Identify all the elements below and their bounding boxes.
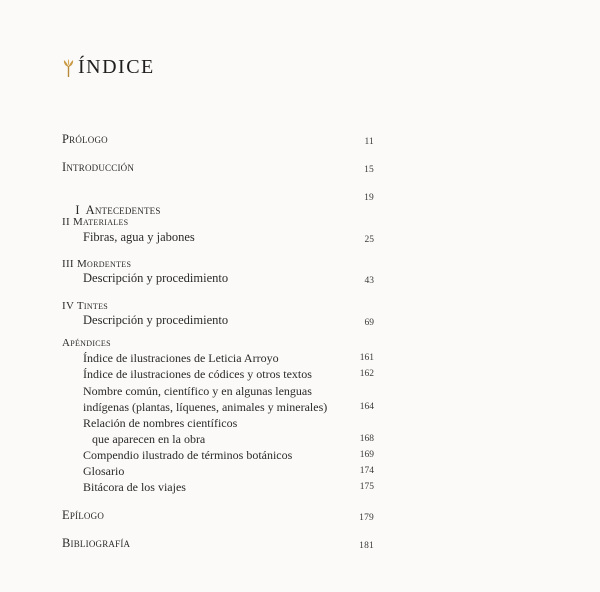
toc-entry-ilustraciones-arroyo (62, 351, 374, 366)
toc-entry-label: Índice de ilustraciones de Leticia Arroyo (83, 351, 279, 365)
toc-entry-ilustraciones-codices (62, 367, 374, 382)
toc-entry-page: 11 (364, 137, 374, 147)
toc-entry-page: 164 (359, 402, 374, 412)
toc-entry-page: 25 (364, 235, 374, 245)
toc-entry-page: 168 (359, 434, 374, 444)
toc-entry-label: Introducción (62, 160, 135, 174)
toc-entry-label: Glosario (83, 464, 125, 478)
toc-entry-page: 161 (359, 353, 374, 363)
toc-entry-label: I Antecedentes (75, 203, 161, 217)
toc-section-label: II Materiales (62, 216, 129, 228)
toc-entry-compendio (62, 448, 374, 463)
toc-entry-label: Epílogo (62, 508, 105, 522)
toc-section-label: III Mordentes (62, 258, 132, 270)
toc-entry-relacion-nombres (62, 416, 374, 431)
toc-section-label: Apéndices (62, 337, 111, 349)
toc-entry-page: 169 (359, 450, 374, 460)
toc-entry-label: Bitácora de los viajes (83, 480, 186, 494)
toc-entry-label: Prólogo (62, 132, 108, 146)
toc-entry-label: Relación de nombres científicos (83, 416, 238, 430)
toc-entry-fibras (62, 230, 374, 245)
toc-entry-page: 15 (364, 165, 374, 175)
toc-section-apendices (62, 336, 374, 351)
toc-entry-bibliografia (62, 536, 374, 551)
toc-entry-label: que aparecen en la obra (92, 432, 206, 446)
toc-entry-nombre-comun (62, 384, 374, 399)
toc-entry-descripcion-tintes (62, 313, 374, 328)
toc-section-mordentes (62, 257, 374, 272)
toc-entry-label: Descripción y procedimiento (83, 271, 229, 285)
toc-entry-label: Fibras, agua y jabones (83, 230, 195, 244)
toc-entry-label: indígenas (plantas, líquenes, animales y minerales) (83, 400, 328, 414)
toc-entry-prologo (62, 132, 374, 147)
toc-entry-page: 162 (359, 369, 374, 379)
page-title: ÍNDICE (78, 56, 155, 78)
toc-entry-page: 69 (364, 318, 374, 328)
toc-entry-epilogo (62, 508, 374, 523)
toc-entry-aparecen-obra (62, 432, 374, 447)
toc-entry-page: 43 (364, 276, 374, 286)
toc-section-tintes (62, 299, 374, 314)
toc-entry-introduccion (62, 160, 374, 175)
toc-entry-label: Índice de ilustraciones de códices y otros textos (83, 367, 312, 381)
toc-entry-page: 19 (364, 193, 374, 203)
toc-entry-bitacora (62, 480, 374, 495)
toc-entry-glosario (62, 464, 374, 479)
toc-entry-page: 181 (359, 541, 374, 551)
table-of-contents (62, 0, 374, 592)
toc-entry-indigenas (62, 400, 374, 415)
toc-entry-label: Compendio ilustrado de términos botánicos (83, 448, 293, 462)
toc-section-label: IV Tintes (62, 300, 109, 312)
toc-entry-descripcion-mordentes (62, 271, 374, 286)
toc-entry-page: 175 (359, 482, 374, 492)
toc-entry-label: Nombre común, científico y en algunas lenguas (83, 384, 312, 398)
toc-entry-page: 174 (359, 466, 374, 476)
toc-entry-page: 179 (359, 513, 374, 523)
toc-section-materiales (62, 215, 374, 230)
toc-entry-label: Bibliografía (62, 536, 131, 550)
toc-entry-label: Descripción y procedimiento (83, 313, 229, 327)
